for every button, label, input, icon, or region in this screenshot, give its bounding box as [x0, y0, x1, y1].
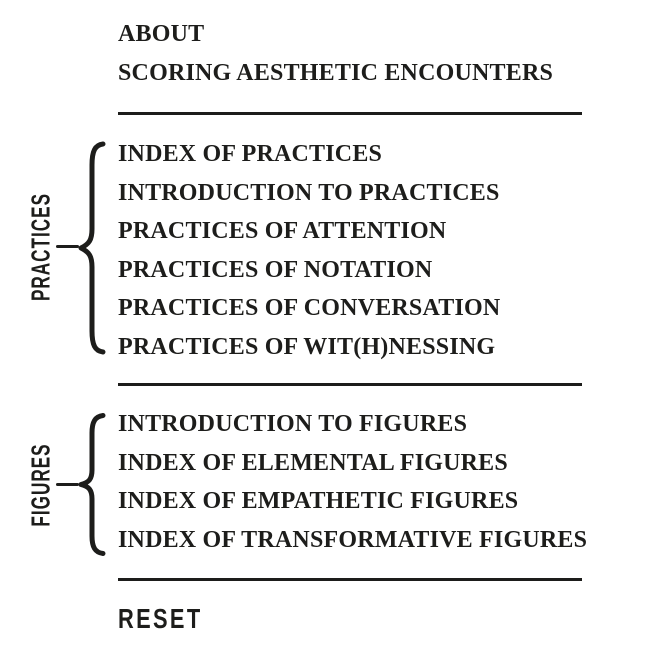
practices-brace-icon	[77, 140, 106, 356]
nav-link-site-title[interactable]: SCORING AESTHETIC ENCOUNTERS	[118, 59, 554, 86]
nav-link-introduction-to-figures[interactable]: INTRODUCTION TO FIGURES	[118, 411, 468, 437]
figures-label-connector	[56, 483, 79, 486]
top-links	[118, 15, 553, 92]
list-item	[118, 251, 500, 290]
divider-bottom	[118, 578, 582, 581]
nav-link-index-of-transformative-figures[interactable]: INDEX OF TRANSFORMATIVE FIGURES	[118, 526, 588, 553]
figures-brace-icon	[77, 412, 106, 557]
nav-link-index-of-practices[interactable]: INDEX OF PRACTICES	[118, 141, 383, 167]
list-item	[118, 405, 587, 444]
nav-link-index-of-empathetic-figures[interactable]: INDEX OF EMPATHETIC FIGURES	[118, 488, 519, 515]
list-item	[118, 212, 500, 251]
nav-link-practices-of-conversation[interactable]: PRACTICES OF CONVERSATION	[118, 295, 501, 322]
nav-link-practices-of-withnessing[interactable]: PRACTICES OF WIT(H)NESSING	[118, 333, 496, 360]
practices-section-list	[118, 135, 500, 367]
nav-link-introduction-to-practices[interactable]: INTRODUCTION TO PRACTICES	[118, 179, 500, 206]
nav-link-practices-of-attention[interactable]: PRACTICES OF ATTENTION	[118, 218, 447, 245]
list-item	[118, 328, 500, 367]
list-item	[118, 174, 500, 213]
nav-link-about[interactable]: ABOUT	[118, 21, 205, 47]
divider-top	[118, 112, 582, 115]
list-item	[118, 482, 587, 521]
divider-middle	[118, 383, 582, 386]
list-item	[118, 444, 587, 483]
practices-section-label: PRACTICES	[25, 192, 56, 302]
reset-button[interactable]: RESET	[118, 603, 203, 634]
practices-label-connector	[56, 245, 79, 248]
list-item	[118, 521, 587, 560]
figures-section-label: FIGURES	[25, 443, 56, 527]
list-item	[118, 289, 500, 328]
nav-link-index-of-elemental-figures[interactable]: INDEX OF ELEMENTAL FIGURES	[118, 449, 508, 476]
nav-link-practices-of-notation[interactable]: PRACTICES OF NOTATION	[118, 256, 433, 283]
list-item	[118, 135, 500, 174]
figures-section-list	[118, 405, 587, 559]
